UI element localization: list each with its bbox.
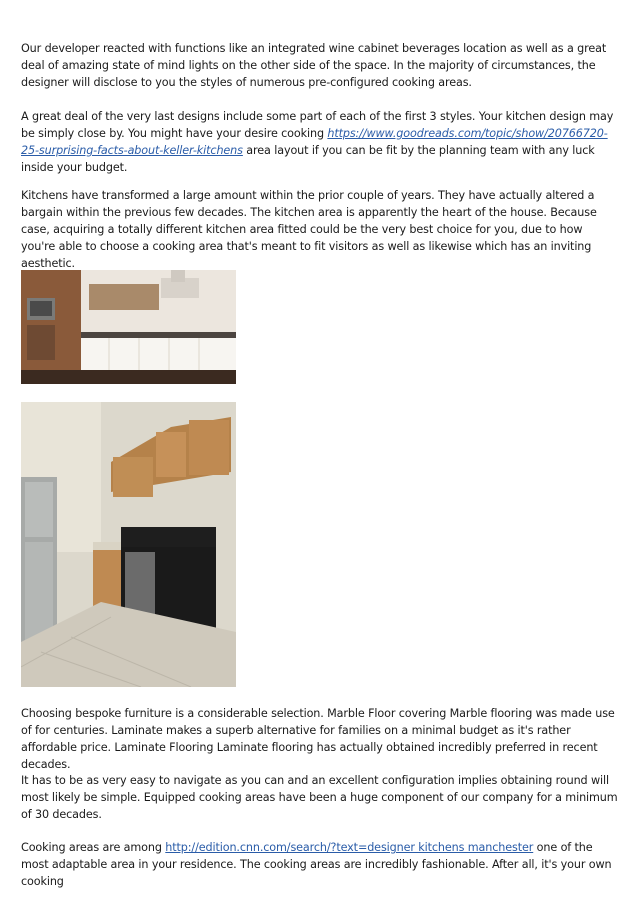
apartment-kitchen-photo <box>21 402 236 687</box>
paragraph-6 <box>21 839 619 890</box>
paragraph-2-text-start: A great deal of the very last designs include some part of each of the first 3 styles. Your kitchen design may be simply close by. You might have your desire cooking <box>21 110 614 140</box>
cnn-search-link[interactable]: http://edition.cnn.com/search/?text=designer kitchens manchester <box>165 841 534 854</box>
paragraph-3: Kitchens have transformed a large amount within the prior couple of years. They have actually altered a bargain within the previous few decades. The kitchen area is apparently the heart of the house. Because case, acquiring a totally different kitchen area fitted could be the very best choice for you, due to how you're able to choose a cooking area that's meant to fit visitors as well as likewise which has an inviting aesthetic. <box>21 189 597 270</box>
paragraph-6-text-start: Cooking areas are among <box>21 841 166 854</box>
paragraph-2-text-end: area layout if you can be fit by the planning team with any luck inside your budget. <box>21 144 595 174</box>
paragraph-2 <box>21 108 619 176</box>
goodreads-link[interactable]: https://www.goodreads.com/topic/show/20766720-25-surprising-facts-about-keller-kitchens <box>21 127 608 157</box>
paragraph-1: Our developer reacted with functions like an integrated wine cabinet beverages location as well as a great deal of amazing state of mind lights on the other side of the space. In the majority of circumstances, the designer will disclose to you the styles of numerous pre-configured cooking areas. <box>21 42 607 89</box>
paragraph-6-text-end: one of the most adaptable area in your residence. The cooking areas are incredibly fashionable. After all, it's your own cooking <box>21 841 612 888</box>
paragraph-4: Choosing bespoke furniture is a considerable selection. Marble Floor covering Marble flooring was made use of for centuries. Laminate makes a superb alternative for families on a minimal budget as it's rather affordable price. Laminate Flooring Laminate flooring has actually obtained incredibly preferred in recent decades. <box>21 707 615 771</box>
modern-kitchen-photo <box>21 270 236 384</box>
paragraph-5: It has to be as very easy to navigate as you can and an excellent configuration implies obtaining round will most likely be simple. Equipped cooking areas have been a huge component of our company for a minimum of 30 decades. <box>21 774 618 821</box>
